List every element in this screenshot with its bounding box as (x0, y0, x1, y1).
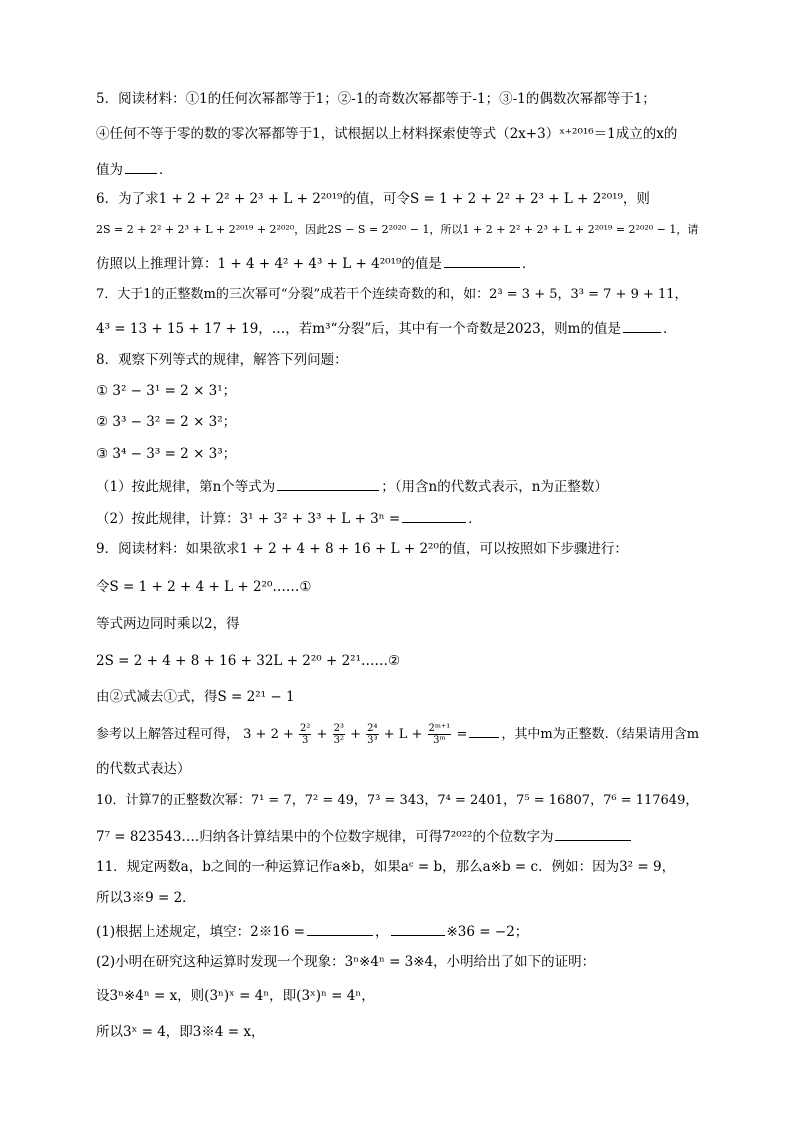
q11-line-1: 11．规定两数a，b之间的一种运算记作a※b，如果aᶜ = b，那么a※b = c．例如：因为3² = 9， (96, 859, 676, 875)
q9-equals: = (456, 727, 468, 742)
q11-part-1-text: (1)根据上述规定，填空：2※16 = (96, 924, 305, 940)
q9-plus-1: + (316, 727, 328, 742)
q9-end: ，其中m为正整数.（结果请用含m (501, 727, 700, 742)
q9-frac-4: $\frac{\text{2ᵐ⁺¹}}{\text{3ᵐ}}$ (428, 723, 451, 746)
q9-line-3: 等式两边同时乘以2，得 (96, 616, 240, 632)
q8-eq-3: ③ 3⁴ − 3³ = 2 × 3³； (96, 446, 237, 462)
q5-end: ． (159, 162, 173, 178)
q9-line-6 (96, 722, 706, 748)
q8-part-1-end: ；（用含n的代数式表示，n为正整数） (381, 479, 608, 495)
q9-line-5: 由②式减去①式，得S = 2²¹ − 1 (96, 689, 295, 705)
q11-part-1-blank-2[interactable] (391, 921, 445, 936)
q8-eq-1: ① 3² − 3¹ = 2 × 3¹； (96, 383, 237, 399)
q8-part-2-blank[interactable] (402, 508, 466, 523)
q5-text: 值为 (96, 162, 123, 178)
q8-part-2-end: ． (468, 511, 482, 527)
q9-plus-2: + (350, 727, 362, 742)
q6-line-3 (96, 253, 706, 273)
q5-line-3 (96, 159, 706, 179)
q10-answer-blank[interactable] (555, 826, 631, 841)
q9-plus-3: + L + (383, 727, 423, 742)
q9-frac-2: $\frac{\text{2³}}{\text{3²}}$ (333, 723, 344, 746)
q5-answer-blank[interactable] (125, 159, 157, 174)
q9-frac-3: $\frac{\text{2⁴}}{\text{3³}}$ (367, 723, 378, 746)
q11-part-2: (2)小明在研究这种运算时发现一个现象：3ⁿ※4ⁿ = 3※4，小明给出了如下的证明： (96, 954, 596, 970)
q7-text: 4³ = 13 + 15 + 17 + 19，…，若m³“分裂”后，其中有一个奇数是2023，则m的值是 (96, 321, 621, 337)
q8-part-1-text: （1）按此规律，第n个等式为 (96, 479, 276, 495)
q7-end: ． (662, 321, 677, 337)
q11-proof-1: 设3ⁿ※4ⁿ = x，则(3ⁿ)ˣ = 4ⁿ，即(3ˣ)ⁿ = 4ⁿ， (96, 988, 375, 1004)
q9-line-2: 令S = 1 + 2 + 4 + L + 2²⁰……① (96, 579, 312, 595)
q9-frac-1: $\frac{\text{2²}}{3}$ (300, 723, 311, 746)
q9-line-1: 9．阅读材料：如果欲求1 + 2 + 4 + 8 + 16 + L + 2²⁰的值，可以按照如下步骤进行： (96, 541, 628, 557)
q5-line-1: 5．阅读材料：①1的任何次幂都等于1；②-1的奇数次幂都等于-1；③-1的偶数次幂都等于1； (96, 91, 656, 107)
q9-intro: 参考以上解答过程可得， (96, 727, 240, 742)
q9-answer-blank[interactable] (469, 723, 499, 738)
q11-line-2: 所以3※9 = 2． (96, 890, 196, 906)
q9-line-7: 的代数式表达） (96, 761, 191, 777)
q8-part-1 (96, 476, 706, 496)
q8-part-1-blank[interactable] (277, 476, 379, 491)
q7-answer-blank[interactable] (623, 318, 661, 333)
q11-part-1-blank-1[interactable] (307, 921, 373, 936)
q6-text: 仿照以上推理计算：1 + 4 + 4² + 4³ + L + 4²⁰¹⁹的值是 (96, 256, 442, 272)
q9-line-4: 2S = 2 + 4 + 8 + 16 + 32L + 2²⁰ + 2²¹……② (96, 653, 401, 669)
q7-line-1: 7．大于1的正整数m的三次幂可“分裂”成若干个连续奇数的和，如：2³ = 3 + 5，3³ = 7 + 9 + 11， (96, 287, 688, 302)
q8-part-2-text: （2）按此规律，计算：3¹ + 3² + 3³ + L + 3ⁿ = (96, 511, 401, 527)
q6-line-2: 2S = 2 + 2² + 2³ + L + 2²⁰¹⁹ + 2²⁰²⁰，因此2S − S = 2²⁰²⁰ − 1，所以1 + 2 + 2² + 2³ + L + 2²⁰¹⁹ = 2²⁰²⁰ − 1，请 (96, 223, 699, 236)
q11-proof-2: 所以3ˣ = 4，即3※4 = x， (96, 1024, 265, 1040)
q11-part-1-end: ※36 = −2； (446, 924, 529, 940)
q8-line-1: 8．观察下列等式的规律，解答下列问题： (96, 352, 348, 368)
q6-end: ． (521, 256, 536, 272)
q10-text: 7⁷ = 823543….归纳各计算结果中的个位数字规律，可得7²⁰²²的个位数字为 (96, 829, 554, 845)
q7-line-2 (96, 318, 706, 338)
q5-line-2: ④任何不等于零的数的零次幂都等于1，试根据以上材料探索使等式（2x+3）ˣ⁺²⁰¹⁶＝1成立的x的 (96, 126, 678, 142)
q6-answer-blank[interactable] (444, 253, 520, 268)
q11-part-1-comma: ， (375, 924, 389, 940)
q11-part-1 (96, 921, 706, 941)
q10-line-2 (96, 826, 706, 846)
q6-line-1: 6．为了求1 + 2 + 2² + 2³ + L + 2²⁰¹⁹的值，可令S = 1 + 2 + 2² + 2³ + L + 2²⁰¹⁹，则 (96, 191, 650, 207)
q8-part-2 (96, 508, 706, 528)
q8-eq-2: ② 3³ − 3² = 2 × 3²； (96, 414, 237, 430)
q9-expr-start: 3 + 2 + (243, 727, 294, 742)
q10-line-1: 10．计算7的正整数次幂：7¹ = 7，7² = 49，7³ = 343，7⁴ = 2401，7⁵ = 16807，7⁶ = 117649， (96, 793, 699, 808)
